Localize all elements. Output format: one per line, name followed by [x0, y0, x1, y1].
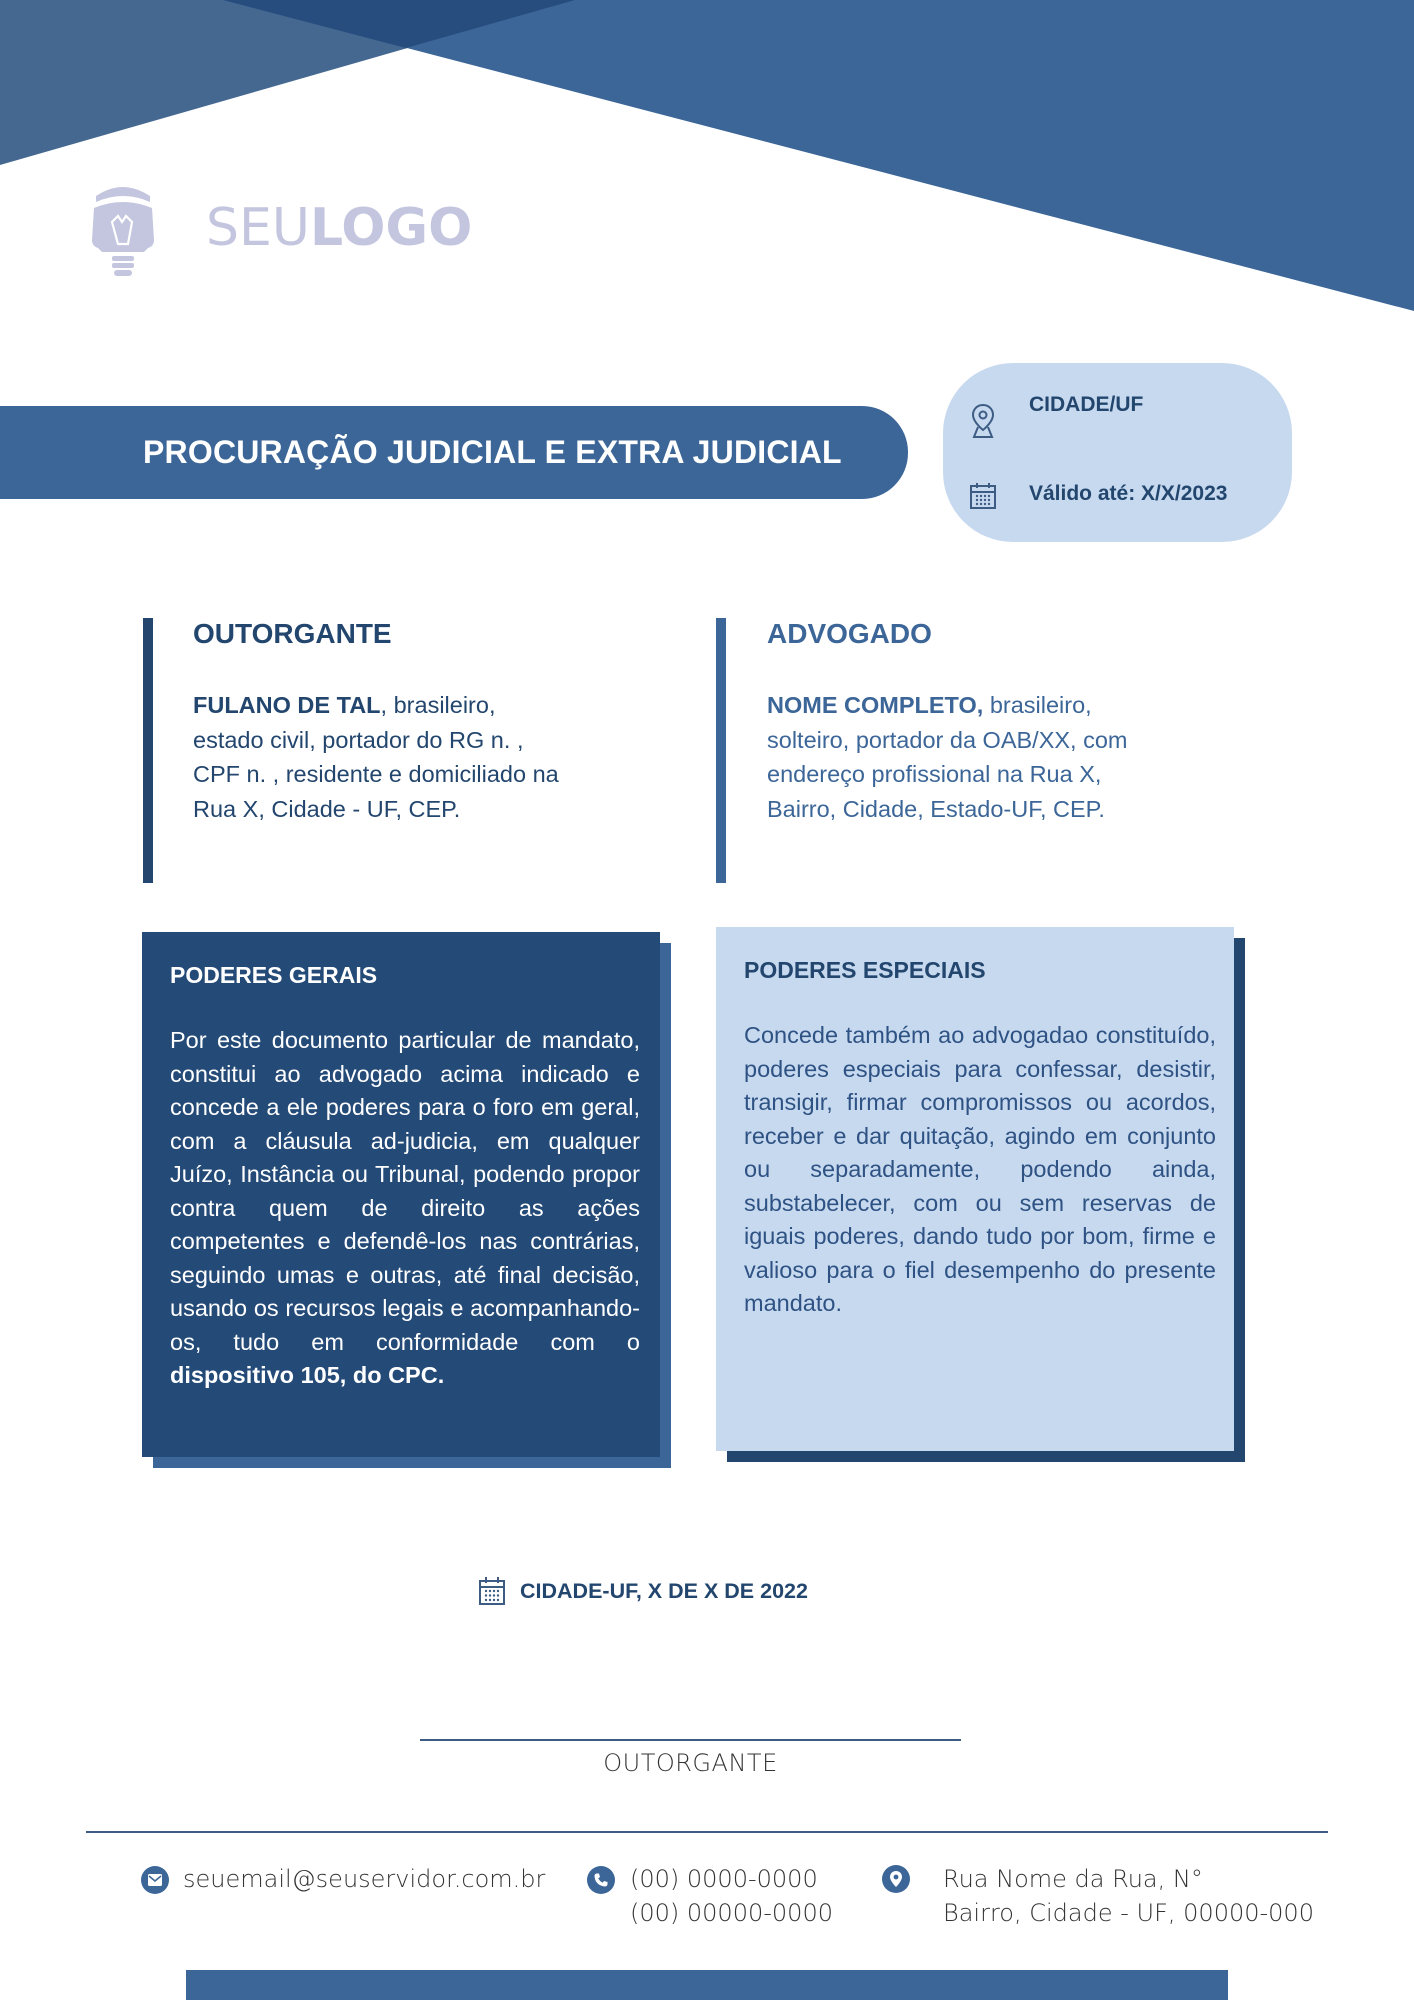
grantor-title: OUTORGANTE: [193, 618, 392, 649]
lightbulb-icon: [88, 180, 158, 280]
signature-label: OUTORGANTE: [603, 1749, 778, 1777]
envelope-icon: [141, 1866, 169, 1894]
lawyer-name: NOME COMPLETO,: [767, 692, 984, 718]
phone-1[interactable]: (00) 0000-0000: [630, 1865, 818, 1893]
calendar-icon: [478, 1576, 506, 1606]
phone-icon: [587, 1866, 615, 1894]
general-powers-text: Por este documento particular de mandato, constitui ao advogado acima indicado e concede a ele poderes para o foro em geral, com a cláusula ad-judicia, em qualquer Juízo, Instância ou Tribunal, podendo propor contra quem de direito as ações competentes e defendê-los nas contrárias, seguindo umas e outras, até final decisão, usando os recursos legais e acompanhando-os, tudo em conformidade com o dispositivo 105, do CPC.: [170, 1027, 640, 1388]
grantor-name: FULANO DE TAL: [193, 692, 381, 718]
document-title: PROCURAÇÃO JUDICIAL E EXTRA JUDICIAL: [143, 434, 842, 470]
signature-date: [478, 1576, 808, 1606]
grantor-details: FULANO DE TAL, brasileiro, estado civil, portador do RG n. , CPF n. , residente e domiciliado na Rua X, Cidade - UF, CEP.: [193, 692, 559, 822]
special-powers-text: Concede também ao advogadao constituído, poderes especiais para confessar, desistir, transigir, firmar compromissos ou acordos, receber e dar quitação, agindo em conjunto ou separadamente, podendo ainda, substabelecer, com ou sem reservas de iguais poderes, dando tudo por bom, firme e valioso para o fiel desempenho do presente mandato.: [744, 1022, 1216, 1316]
lawyer-accent-bar: [716, 618, 726, 883]
phone-numbers: [630, 1862, 833, 1930]
special-powers-title: PODERES ESPECIAIS: [744, 957, 986, 983]
general-powers-box: [142, 932, 660, 1457]
signature-line: [420, 1739, 961, 1741]
calendar-icon: [969, 482, 997, 510]
lawyer-title: ADVOGADO: [767, 618, 932, 649]
info-card: [943, 363, 1292, 542]
special-powers-box: [716, 927, 1234, 1451]
footer-bar: [186, 1970, 1228, 2000]
lawyer-details: NOME COMPLETO, brasileiro, solteiro, portador da OAB/XX, com endereço profissional na Rua X, Bairro, Cidade, Estado-UF, CEP.: [767, 692, 1128, 822]
validity-label: Válido até: X/X/2023: [1029, 482, 1228, 505]
email-link[interactable]: seuemail@seuservidor.com.br: [183, 1865, 546, 1893]
company-logo: [88, 180, 473, 280]
location-pin-icon: [882, 1865, 910, 1893]
general-powers-title: PODERES GERAIS: [170, 962, 378, 988]
footer-divider: [86, 1831, 1328, 1833]
location-label: CIDADE/UF: [1029, 393, 1144, 416]
logo-text: SEULOGO: [206, 198, 473, 258]
address: Rua Nome da Rua, N° Bairro, Cidade - UF, 00000-000: [943, 1865, 1314, 1927]
phone-2[interactable]: (00) 00000-0000: [630, 1899, 833, 1927]
grantor-accent-bar: [143, 618, 153, 883]
date-text: CIDADE-UF, X DE X DE 2022: [520, 1578, 808, 1603]
map-pin-icon: [971, 403, 995, 439]
title-banner: [0, 406, 908, 499]
